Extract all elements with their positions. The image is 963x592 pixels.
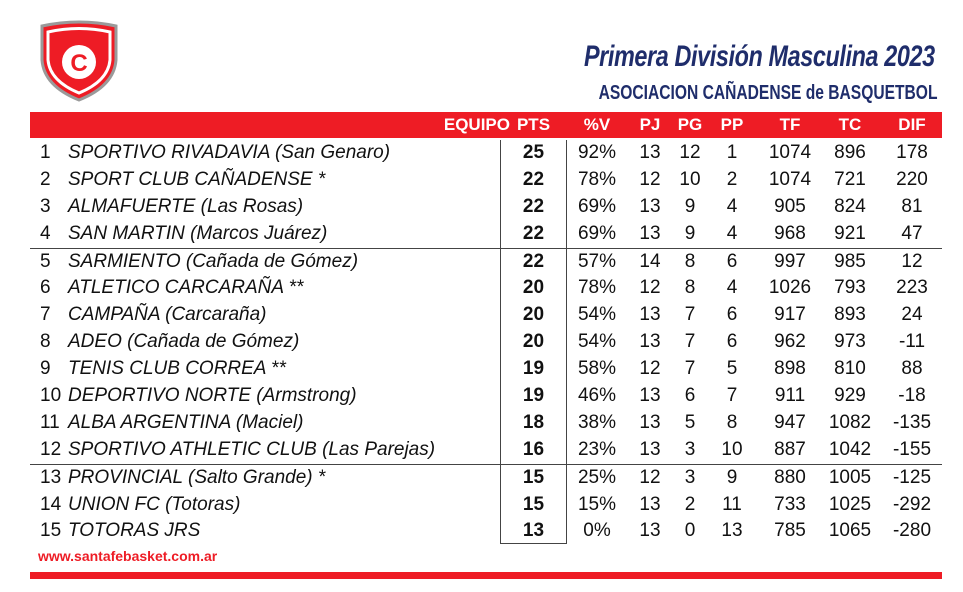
cell-pp: 13 bbox=[721, 520, 743, 542]
cell-team: SAN MARTIN (Marcos Juárez) bbox=[68, 222, 328, 244]
cell-pts: 19 bbox=[522, 385, 545, 407]
cell-pj: 14 bbox=[639, 250, 661, 272]
cell-pct: 25% bbox=[577, 466, 617, 488]
table-header bbox=[30, 112, 942, 138]
cell-tf: 1074 bbox=[768, 168, 812, 190]
cell-pp: 4 bbox=[726, 195, 738, 217]
cell-pos: 12 bbox=[40, 438, 62, 460]
cell-pct: 23% bbox=[577, 438, 617, 460]
cell-pp: 6 bbox=[726, 304, 738, 326]
cell-pj: 12 bbox=[639, 277, 661, 299]
cell-pct: 78% bbox=[577, 168, 617, 190]
cell-pp: 9 bbox=[726, 466, 738, 488]
cell-pos: 10 bbox=[40, 385, 62, 407]
logo-letter: C bbox=[70, 50, 88, 77]
cell-pct: 54% bbox=[577, 331, 617, 353]
cell-pj: 13 bbox=[639, 195, 661, 217]
cell-team: ADEO (Cañada de Gómez) bbox=[68, 331, 300, 353]
cell-pp: 7 bbox=[726, 385, 738, 407]
cell-dif: 178 bbox=[896, 142, 928, 163]
cell-tf: 968 bbox=[774, 222, 806, 244]
cell-pg: 7 bbox=[684, 331, 696, 353]
cell-pj: 13 bbox=[639, 493, 661, 515]
cell-tf: 887 bbox=[774, 438, 806, 460]
col-dif-header: DIF bbox=[898, 115, 926, 134]
cell-pp: 6 bbox=[726, 250, 738, 272]
cell-pos: 7 bbox=[40, 304, 51, 326]
cell-team: SPORT CLUB CAÑADENSE * bbox=[68, 168, 326, 190]
cell-tf: 947 bbox=[774, 411, 806, 433]
cell-pg: 9 bbox=[684, 195, 696, 217]
cell-pos: 3 bbox=[40, 195, 51, 217]
cell-pct: 69% bbox=[577, 222, 617, 244]
cell-tc: 985 bbox=[834, 250, 866, 272]
cell-tc: 929 bbox=[834, 385, 866, 407]
cell-pj: 12 bbox=[639, 168, 661, 190]
cell-tf: 1026 bbox=[768, 277, 812, 299]
cell-pts: 22 bbox=[522, 168, 545, 190]
cell-pj: 13 bbox=[639, 411, 661, 433]
cell-pos: 8 bbox=[40, 331, 51, 353]
cell-dif: 88 bbox=[901, 358, 923, 380]
cell-tf: 917 bbox=[774, 304, 806, 326]
cell-pg: 3 bbox=[684, 438, 696, 460]
footer-website-link[interactable]: www.santafebasket.com.ar bbox=[38, 548, 218, 564]
cell-pp: 1 bbox=[726, 142, 738, 163]
cell-pg: 9 bbox=[684, 222, 696, 244]
cell-pos: 6 bbox=[40, 277, 51, 299]
standings-table bbox=[30, 140, 942, 545]
cell-pct: 0% bbox=[583, 520, 611, 542]
cell-pg: 8 bbox=[684, 250, 696, 272]
cell-pts: 15 bbox=[522, 493, 545, 515]
cell-pct: 46% bbox=[577, 385, 617, 407]
cell-pp: 10 bbox=[721, 438, 743, 460]
cell-tf: 911 bbox=[774, 385, 806, 407]
cell-pts: 16 bbox=[522, 438, 545, 460]
cell-pct: 57% bbox=[577, 250, 617, 272]
cell-pg: 0 bbox=[684, 520, 696, 542]
cell-team: SPORTIVO ATHLETIC CLUB (Las Parejas) bbox=[68, 438, 436, 460]
cell-pct: 92% bbox=[577, 142, 617, 163]
cell-pp: 11 bbox=[722, 493, 742, 515]
cell-pg: 8 bbox=[684, 277, 696, 299]
cell-pg: 2 bbox=[684, 493, 696, 515]
cell-team: ALBA ARGENTINA (Maciel) bbox=[68, 411, 304, 433]
col-pp-header: PP bbox=[720, 115, 744, 134]
cell-pct: 15% bbox=[577, 493, 617, 515]
col-pct-header: %V bbox=[583, 115, 611, 134]
cell-pos: 4 bbox=[40, 222, 51, 244]
cell-tc: 1005 bbox=[828, 466, 872, 488]
table-row bbox=[30, 249, 942, 276]
cell-dif: 223 bbox=[896, 277, 928, 299]
cell-pct: 38% bbox=[577, 411, 617, 433]
cell-team: ALMAFUERTE (Las Rosas) bbox=[68, 195, 304, 217]
cell-tc: 721 bbox=[834, 168, 866, 190]
cell-pos: 11 bbox=[40, 411, 60, 433]
cell-pp: 4 bbox=[726, 222, 738, 244]
cell-pg: 5 bbox=[684, 411, 696, 433]
table-row bbox=[30, 194, 942, 221]
table-row bbox=[30, 140, 942, 167]
cell-pos: 1 bbox=[40, 142, 51, 163]
cell-tc: 810 bbox=[834, 358, 866, 380]
cell-pj: 13 bbox=[639, 142, 661, 163]
cell-tf: 997 bbox=[774, 250, 806, 272]
table-row bbox=[30, 221, 942, 249]
cell-pj: 13 bbox=[639, 331, 661, 353]
cell-tf: 733 bbox=[774, 493, 806, 515]
cell-pos: 15 bbox=[40, 520, 62, 542]
cell-team: PROVINCIAL (Salto Grande) * bbox=[68, 466, 326, 488]
cell-pj: 13 bbox=[639, 222, 661, 244]
cell-pts: 20 bbox=[522, 277, 545, 299]
table-row bbox=[30, 329, 942, 356]
col-tc-header: TC bbox=[838, 115, 862, 134]
table-row bbox=[30, 410, 942, 437]
cell-pj: 13 bbox=[639, 438, 661, 460]
cell-pj: 12 bbox=[639, 466, 661, 488]
cell-tf: 1074 bbox=[768, 142, 812, 163]
cell-pct: 54% bbox=[577, 304, 617, 326]
cell-tc: 824 bbox=[834, 195, 866, 217]
cell-dif: 81 bbox=[901, 195, 923, 217]
cell-pg: 12 bbox=[679, 142, 701, 163]
table-row bbox=[30, 383, 942, 410]
cell-dif: -125 bbox=[892, 466, 932, 488]
club-shield-logo bbox=[36, 20, 122, 102]
cell-pp: 8 bbox=[726, 411, 738, 433]
page-subtitle: ASOCIACION CAÑADENSE de BASQUETBOL bbox=[598, 82, 937, 104]
cell-tf: 905 bbox=[774, 195, 806, 217]
cell-dif: 220 bbox=[896, 168, 928, 190]
cell-tc: 921 bbox=[834, 222, 866, 244]
cell-tc: 1025 bbox=[828, 493, 872, 515]
cell-pts: 15 bbox=[522, 466, 545, 488]
col-pj-header: PJ bbox=[639, 115, 661, 134]
table-row bbox=[30, 518, 942, 545]
cell-tc: 973 bbox=[834, 331, 866, 353]
cell-pg: 7 bbox=[684, 358, 696, 380]
cell-pts: 20 bbox=[522, 331, 545, 353]
cell-pts: 22 bbox=[522, 250, 545, 272]
page-title: Primera División Masculina 2023 bbox=[584, 40, 935, 73]
cell-team: CAMPAÑA (Carcaraña) bbox=[68, 304, 267, 326]
cell-tc: 896 bbox=[834, 142, 866, 163]
cell-dif: -11 bbox=[898, 331, 926, 353]
cell-pos: 9 bbox=[40, 358, 51, 380]
table-row bbox=[30, 437, 942, 465]
cell-dif: -135 bbox=[892, 411, 932, 433]
cell-pg: 7 bbox=[684, 304, 696, 326]
cell-pts: 18 bbox=[522, 411, 545, 433]
cell-pos: 14 bbox=[40, 493, 62, 515]
cell-pts: 25 bbox=[522, 142, 545, 163]
cell-team: SPORTIVO RIVADAVIA (San Genaro) bbox=[68, 142, 391, 163]
cell-tc: 1065 bbox=[828, 520, 872, 542]
cell-tf: 898 bbox=[774, 358, 806, 380]
cell-pp: 4 bbox=[726, 277, 738, 299]
cell-pct: 58% bbox=[577, 358, 617, 380]
cell-pg: 3 bbox=[684, 466, 696, 488]
cell-tf: 880 bbox=[774, 466, 806, 488]
cell-team: UNION FC (Totoras) bbox=[68, 493, 241, 515]
cell-team: TOTORAS JRS bbox=[68, 520, 201, 542]
cell-pj: 12 bbox=[639, 358, 661, 380]
cell-pts: 20 bbox=[522, 304, 545, 326]
cell-pg: 6 bbox=[684, 385, 696, 407]
table-row bbox=[30, 356, 942, 383]
cell-pts: 19 bbox=[522, 358, 545, 380]
cell-pos: 13 bbox=[40, 466, 62, 488]
cell-tc: 893 bbox=[834, 304, 866, 326]
cell-tc: 793 bbox=[834, 277, 866, 299]
cell-pp: 6 bbox=[726, 331, 738, 353]
col-equipo-header: EQUIPO bbox=[443, 115, 510, 134]
cell-team: DEPORTIVO NORTE (Armstrong) bbox=[68, 385, 357, 407]
cell-pct: 78% bbox=[577, 277, 617, 299]
cell-pg: 10 bbox=[679, 168, 701, 190]
cell-dif: -292 bbox=[892, 493, 932, 515]
cell-pj: 13 bbox=[639, 304, 661, 326]
table-row bbox=[30, 492, 942, 519]
cell-pts: 22 bbox=[522, 195, 545, 217]
cell-pj: 13 bbox=[639, 385, 661, 407]
table-row bbox=[30, 302, 942, 329]
cell-team: ATLETICO CARCARAÑA ** bbox=[68, 277, 304, 299]
cell-dif: -155 bbox=[892, 438, 932, 460]
cell-pts: 22 bbox=[522, 222, 545, 244]
cell-pts: 13 bbox=[522, 520, 545, 542]
table-row bbox=[30, 275, 942, 302]
col-tf-header: TF bbox=[779, 115, 801, 134]
cell-tf: 962 bbox=[774, 331, 806, 353]
cell-dif: 24 bbox=[901, 304, 923, 326]
col-pts-header: PTS bbox=[516, 115, 551, 134]
footer-bar bbox=[30, 572, 942, 579]
cell-pj: 13 bbox=[639, 520, 661, 542]
cell-dif: 47 bbox=[901, 222, 923, 244]
cell-dif: -280 bbox=[892, 520, 932, 542]
cell-tf: 785 bbox=[774, 520, 806, 542]
cell-pos: 5 bbox=[40, 250, 51, 272]
cell-pos: 2 bbox=[40, 168, 51, 190]
cell-dif: -18 bbox=[898, 385, 926, 407]
cell-pp: 2 bbox=[726, 168, 738, 190]
cell-tc: 1082 bbox=[828, 411, 872, 433]
col-pg-header: PG bbox=[677, 115, 703, 134]
cell-pct: 69% bbox=[577, 195, 617, 217]
cell-team: SARMIENTO (Cañada de Gómez) bbox=[68, 250, 359, 272]
table-row bbox=[30, 465, 942, 492]
table-row bbox=[30, 167, 942, 194]
cell-pp: 5 bbox=[726, 358, 738, 380]
cell-team: TENIS CLUB CORREA ** bbox=[68, 358, 286, 380]
cell-tc: 1042 bbox=[828, 438, 872, 460]
cell-dif: 12 bbox=[901, 250, 923, 272]
